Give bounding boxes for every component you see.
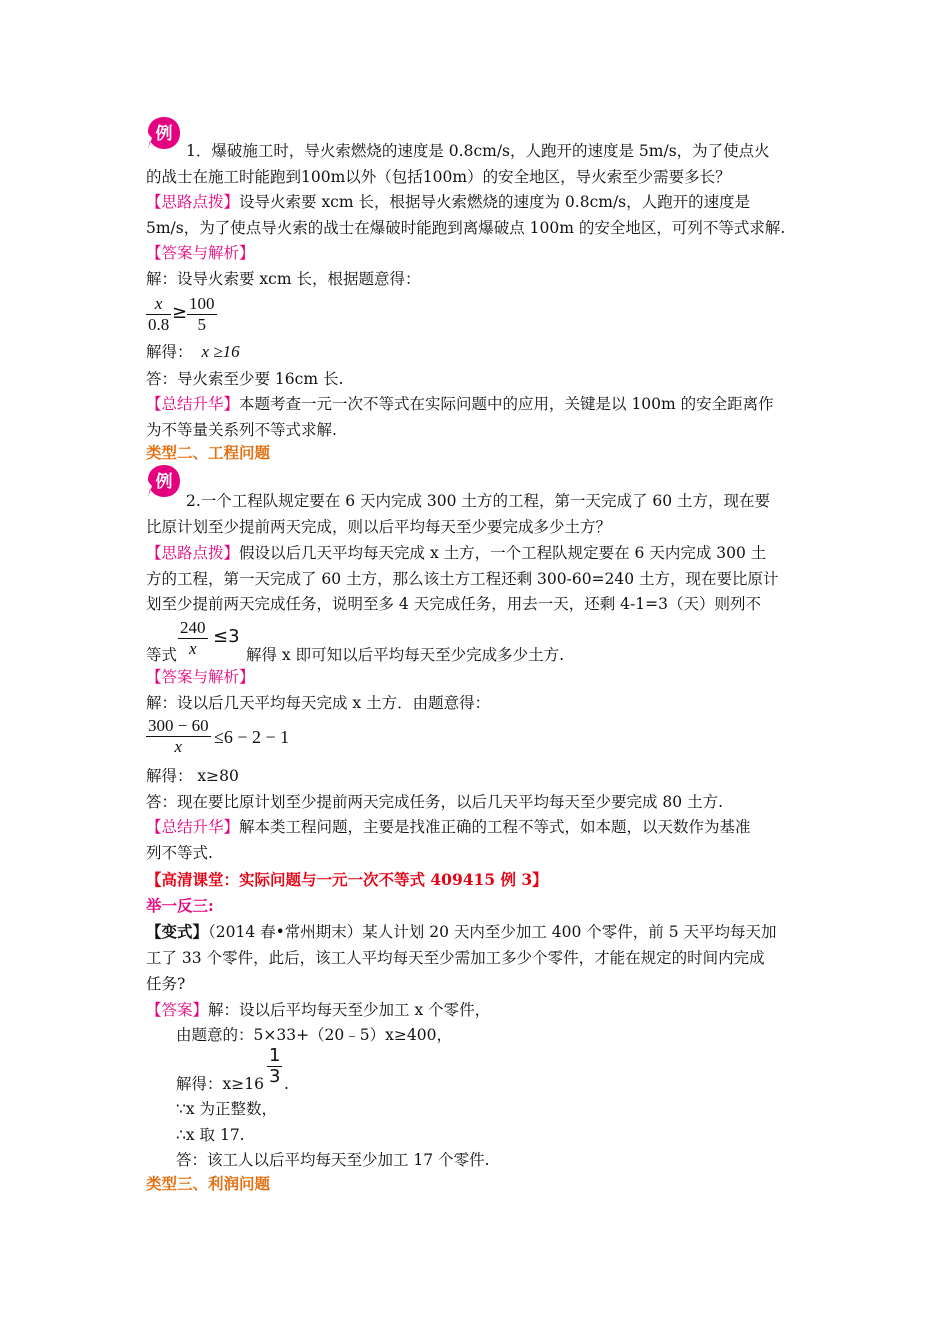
hint-label: 【思路点拨】 [146, 193, 240, 211]
variant-text: （2014 春•常州期末）某人计划 20 天内至少加工 400 个零件，前 5 天平均每天加 [208, 923, 777, 941]
variant-question-line1 [146, 922, 777, 942]
example2-question-line2: 比原计划至少提前两天完成，则以后平均每天至少要完成多少土方？ [146, 518, 612, 536]
fraction-denominator: 5 [197, 315, 206, 334]
example1-question-line2: 的战士在施工时能跑到100m以外（包括100m）的安全地区，导火索至少需要多长？ [146, 168, 731, 186]
variant-question-line2: 工了 33 个零件，此后，该工人平均每天至少需加工多少个零件，才能在规定的时间内完成 [146, 949, 765, 967]
variant-answer-line2: 由题意的：5×33+（20﹣5）x≥400， [176, 1026, 452, 1044]
summary-label: 【总结升华】 [146, 395, 240, 413]
hint-relation: ≤3 [213, 626, 240, 647]
fraction-denominator: 0.8 [148, 315, 170, 334]
summary-text: 本题考查一元一次不等式在实际问题中的应用，关键是以 100m 的安全距离作 [239, 395, 774, 413]
section-heading-type3: 类型三、利润问题 [146, 1174, 271, 1193]
variant-answer-line3: 解得：x≥16 [176, 1075, 264, 1093]
example-badge-icon [147, 464, 181, 498]
variant-question-line3: 任务? [146, 975, 186, 993]
example2-question-line1: 2.一个工程队规定要在 6 天内完成 300 土方的工程，第一天完成了 60 土方，现在要 [186, 492, 771, 510]
example1-solution-line1: 解：设导火索要 xcm 长，根据题意得： [146, 270, 421, 288]
example2-solution-line1: 解：设以后几天平均每天完成 x 土方．由题意得： [146, 694, 491, 712]
example2-summary [146, 817, 751, 837]
summary-text: 解本类工程问题，主要是找准正确的工程不等式，如本题，以天数作为基准 [239, 818, 751, 836]
example1-answer: 答：导火索至少要 16cm 长. [146, 370, 344, 388]
hint-text: 设导火索要 xcm 长，根据导火索燃烧的速度为 0.8cm/s，人跑开的速度是 [239, 193, 751, 211]
solution-relation: ≤6 − 2 − 1 [214, 727, 290, 747]
section-heading-type2: 类型二、工程问题 [146, 443, 271, 462]
fraction-numerator: 240 [180, 618, 206, 637]
example1-solve [146, 342, 240, 362]
example-badge-text: 例 [155, 472, 173, 492]
hint-text: 假设以后几天平均每天完成 x 土方，一个工程队规定要在 6 天内完成 300 土 [239, 544, 767, 562]
variant-answer-line5: ∴x 取 17. [176, 1126, 245, 1144]
hd-class-reference: 【高清课堂：实际问题与一元一次不等式 409415 例 3】 [146, 870, 548, 889]
fraction-300-minus-60-over-x [146, 716, 211, 757]
example1-hint-line2: 5m/s，为了使点导火索的战士在爆破时能跑到离爆破点 100m 的安全地区，可列不等式求解. [146, 219, 786, 237]
variant-answer-text: 解：设以后平均每天至少加工 x 个零件， [208, 1001, 491, 1019]
fraction-denominator: x [188, 639, 197, 658]
variant-answer-line3-end: . [284, 1075, 289, 1093]
example1-answer-label: 【答案与解析】 [146, 244, 255, 262]
hint-label: 【思路点拨】 [146, 544, 240, 562]
example1-question-line1: 1．爆破施工时，导火索燃烧的速度是 0.8cm/s，人跑开的速度是 5m/s，为了使点火 [186, 142, 770, 160]
example1-hint [146, 192, 750, 212]
fraction-x-over-0.8 [146, 294, 171, 335]
example2-hint-line3: 划至少提前两天完成任务，说明至多 4 天完成任务，用去一天，还剩 4-1=3（天）则列不 [146, 595, 761, 613]
fraction-100-over-5 [187, 294, 217, 335]
example2-hint-line4-start: 等式 [146, 646, 178, 664]
fraction-one-third [267, 1046, 282, 1087]
fraction-numerator: x [154, 294, 163, 313]
example2-hint-line4-end: 解得 x 即可知以后平均每天至少完成多少土方. [246, 646, 565, 664]
example2-answer: 答：现在要比原计划至少提前两天完成任务，以后几天平均每天至少要完成 80 土方. [146, 793, 724, 811]
solve-expression: x ≥16 [201, 342, 240, 361]
example-badge-icon [147, 116, 181, 150]
variant-answer-label: 【答案】 [146, 1001, 209, 1019]
fraction-numerator: 1 [269, 1045, 281, 1066]
example2-hint [146, 543, 766, 563]
variant-answer-line6: 答：该工人以后平均每天至少加工 17 个零件. [176, 1151, 490, 1169]
fraction-denominator: 3 [269, 1066, 281, 1087]
example1-summary-line2: 为不等量关系列不等式求解. [146, 421, 337, 439]
fraction-numerator: 300 − 60 [148, 716, 209, 735]
example2-summary-line2: 列不等式. [146, 844, 213, 862]
example1-summary [146, 394, 774, 414]
variant-answer-line4: ∵x 为正整数， [176, 1100, 278, 1118]
variant-heading: 举一反三: [146, 896, 214, 915]
summary-label: 【总结升华】 [146, 818, 240, 836]
variant-answer-line1 [146, 1000, 490, 1020]
relation-symbol: ≥ [172, 302, 188, 323]
fraction-numerator: 100 [189, 294, 215, 313]
example-badge-text: 例 [155, 124, 173, 144]
solve-label: 解得： [146, 343, 193, 361]
fraction-denominator: x [174, 737, 183, 756]
example2-hint-line2: 方的工程，第一天完成了 60 土方，那么该土方工程还剩 300-60=240 土方，现在要比原计 [146, 570, 779, 588]
example2-answer-label: 【答案与解析】 [146, 668, 255, 686]
example2-solve: 解得： x≥80 [146, 767, 239, 785]
variant-label: 【变式】 [146, 922, 209, 941]
fraction-240-over-x [178, 618, 208, 659]
